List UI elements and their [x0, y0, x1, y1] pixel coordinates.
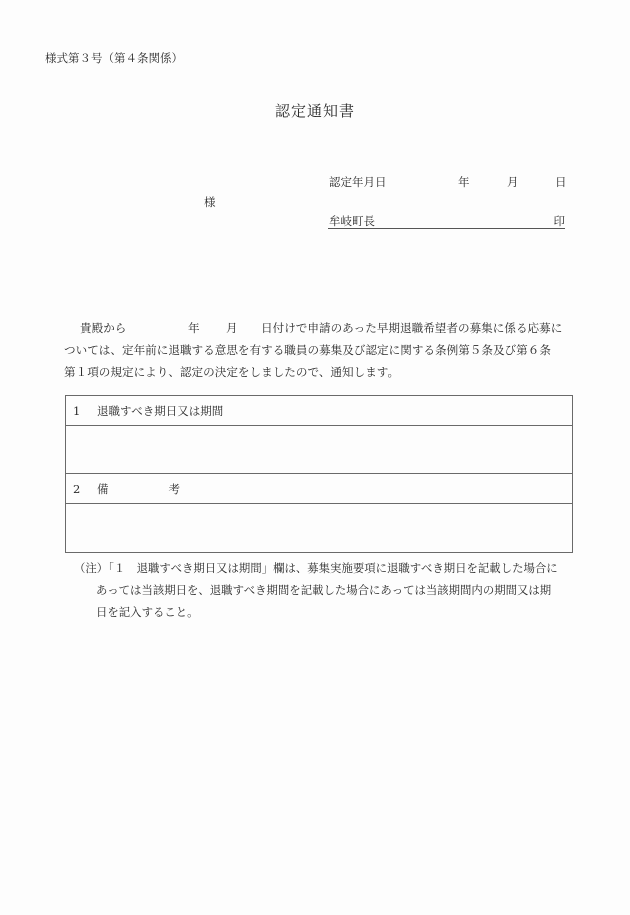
form-number: 様式第３号（第４条関係） [45, 51, 183, 65]
seal-mark: 印 [553, 214, 565, 228]
table-row-header-remarks [66, 474, 572, 504]
remarks-field[interactable] [66, 504, 572, 552]
certification-day-unit: 日 [555, 175, 567, 189]
addressee-honorific: 様 [204, 195, 216, 209]
issuer-name: 牟岐町長 [329, 214, 375, 228]
certification-date-label: 認定年月日 [329, 175, 387, 189]
note-line-1: （注）「１ 退職すべき期日又は期間」欄は、募集実施要項に退職すべき期日を記載した場合に [74, 561, 558, 575]
notification-body [64, 317, 576, 383]
body-line-1 [64, 317, 576, 339]
body-year-unit: 年 [188, 321, 200, 335]
note-line-3: 日を記入すること。 [96, 605, 199, 619]
row-number: 1 [73, 404, 81, 418]
certification-year-unit: 年 [458, 175, 470, 189]
info-table [65, 395, 573, 553]
row-number: 2 [73, 482, 81, 496]
row-label-part2: 考 [168, 482, 180, 496]
note-line-2: あっては当該期日を、退職すべき期間を記載した場合にあっては当該期間内の期間又は期 [96, 583, 552, 597]
table-row-header-retirement-date [66, 396, 572, 426]
body-line1-suffix: 日付けで申請のあった早期退職希望者の募集に係る応募に [261, 321, 563, 335]
row-label: 退職すべき期日又は期間 [97, 404, 224, 418]
footnote [74, 557, 579, 623]
certification-month-unit: 月 [507, 175, 519, 189]
body-line-3: 第１項の規定により、認定の決定をしましたので、通知します。 [64, 365, 400, 379]
body-month-unit: 月 [226, 321, 238, 335]
issuer-signature-line [328, 216, 565, 229]
document-title: 認定通知書 [274, 102, 355, 120]
retirement-date-field[interactable] [66, 426, 572, 474]
row-label-part1: 備 [97, 482, 109, 496]
body-prefix: 貴殿から [80, 321, 127, 335]
body-line-2: ついては、定年前に退職する意思を有する職員の募集及び認定に関する条例第５条及び第６条 [64, 343, 551, 357]
